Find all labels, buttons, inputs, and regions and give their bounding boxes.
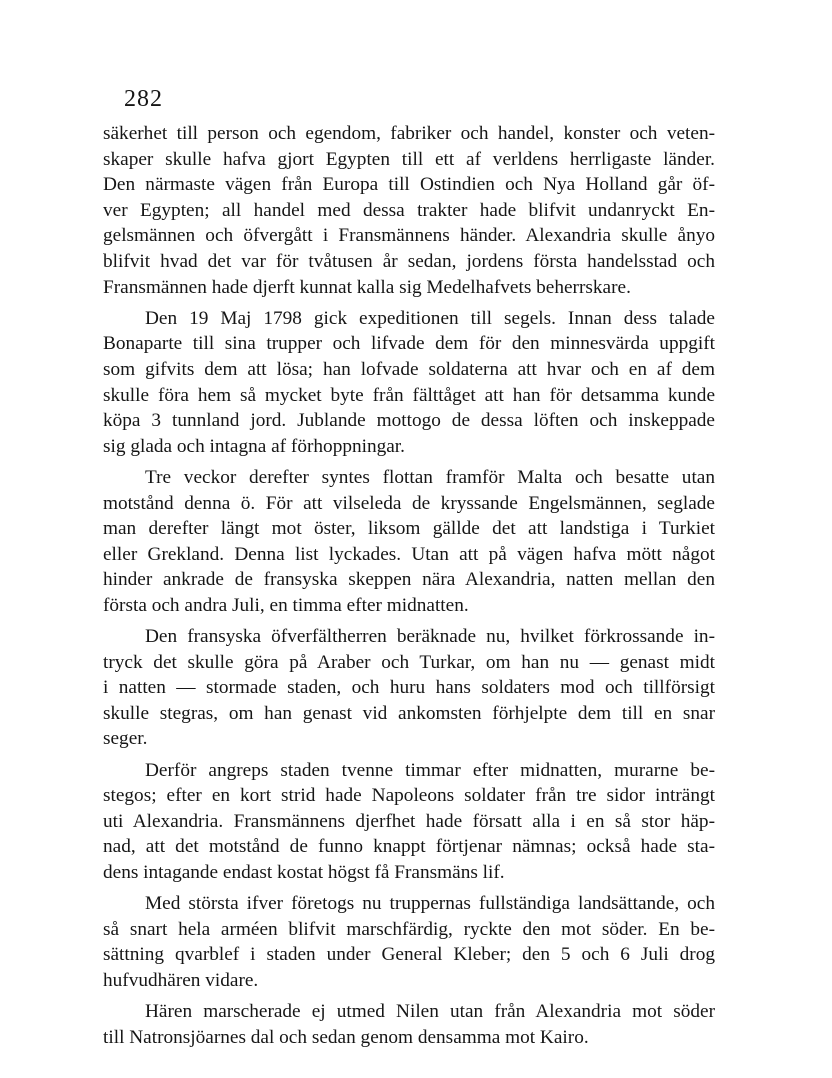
text-line: säkerhet till person och egendom, fabriker och handel, konster och veten- [103,123,715,144]
text-line: skulle stegras, om han genast vid ankomsten förhjelpte dem till en snar [103,702,715,724]
text-line: första och andra Juli, en timma efter midnatten. [103,594,469,616]
paragraph [103,121,715,300]
text-line: man derefter längt mot öster, liksom gällde det att landstiga i Turkiet [103,518,715,540]
text-line: eller Grekland. Denna list lyckades. Utan att på vägen hafva mött något [103,543,715,565]
text-line: uti Alexandria. Fransmännens djerfhet hade försatt alla i en så stor häp- [103,810,715,832]
text-line: så snart hela arméen blifvit marschfärdig, ryckte den mot söder. En be- [103,918,715,940]
text-line: stegos; efter en kort strid hade Napoleons soldater från tre sidor inträngt [103,785,715,807]
text-line: tryck det skulle göra på Araber och Turkar, om han nu — genast midt [103,651,715,673]
text-line: skulle föra hem så mycket byte från fälttåget att han för detsamma kunde [103,384,715,406]
text-line: hufvudhären vidare. [103,969,259,991]
page-number: 282 [124,86,163,112]
text-line: som gifvits dem att lösa; han lofvade soldaterna att hvar och en af dem [103,358,715,380]
text-line: Tre veckor derefter syntes flottan framför Malta och besatte utan [145,466,715,488]
text-line: seger. [103,728,148,750]
text-line: gelsmännen och öfvergått i Fransmännens händer. Alexandria skulle ånyo [103,225,715,247]
text-line: Hären marscherade ej utmed Nilen utan från Alexandria mot söder [145,1001,715,1023]
text-line: Med största ifver företogs nu truppernas fullständiga landsättande, och [145,893,715,915]
text-line: blifvit hvad det var för tvåtusen år sedan, jordens första handelsstad och [103,250,715,272]
text-line: Derför angreps staden tvenne timmar efter midnatten, murarne be- [145,759,715,781]
paragraph [103,465,715,619]
text-line: Den 19 Maj 1798 gick expeditionen till segels. Innan dess talade [145,307,715,329]
paragraph [103,891,715,993]
text-line: ver Egypten; all handel med dessa trakter hade blifvit undanryckt En- [103,199,715,221]
text-line: Fransmännen hade djerft kunnat kalla sig Medelhafvets beherrskare. [103,276,631,298]
text-line: sättning qvarblef i staden under General Kleber; den 5 och 6 Juli drog [103,944,715,966]
text-line: skaper skulle hafva gjort Egypten till ett af verldens herrligaste länder. [103,148,715,170]
text-line: i natten — stormade staden, och huru hans soldaters mod och tillförsigt [103,677,715,699]
text-line: Den närmaste vägen från Europa till Ostindien och Nya Holland går öf- [103,174,715,196]
text-line: sig glada och intagna af förhoppningar. [103,435,405,457]
text-line: dens intagande endast kostat högst få Fransmäns lif. [103,862,505,883]
paragraph [103,624,715,752]
text-line: till Natronsjöarnes dal och sedan genom densamma mot Kairo. [103,1026,589,1048]
body-text [103,121,715,1056]
text-line: Den fransyska öfverfältherren beräknade nu, hvilket förkrossande in- [145,626,715,648]
text-line: motstånd denna ö. För att vilseleda de kryssande Engelsmännen, seglade [103,492,715,514]
text-line: hinder ankrade de fransyska skeppen nära Alexandria, natten mellan den [103,569,715,591]
paragraph [103,306,715,460]
text-line: köpa 3 tunnland jord. Jublande mottogo de dessa löften och inskeppade [103,410,715,432]
text-line: nad, att det motstånd de funno knappt förtjenar nämnas; också hade sta- [103,836,715,858]
paragraph [103,999,715,1050]
text-line: Bonaparte till sina trupper och lifvade dem för den minnesvärda uppgift [103,333,715,355]
paragraph [103,758,715,886]
